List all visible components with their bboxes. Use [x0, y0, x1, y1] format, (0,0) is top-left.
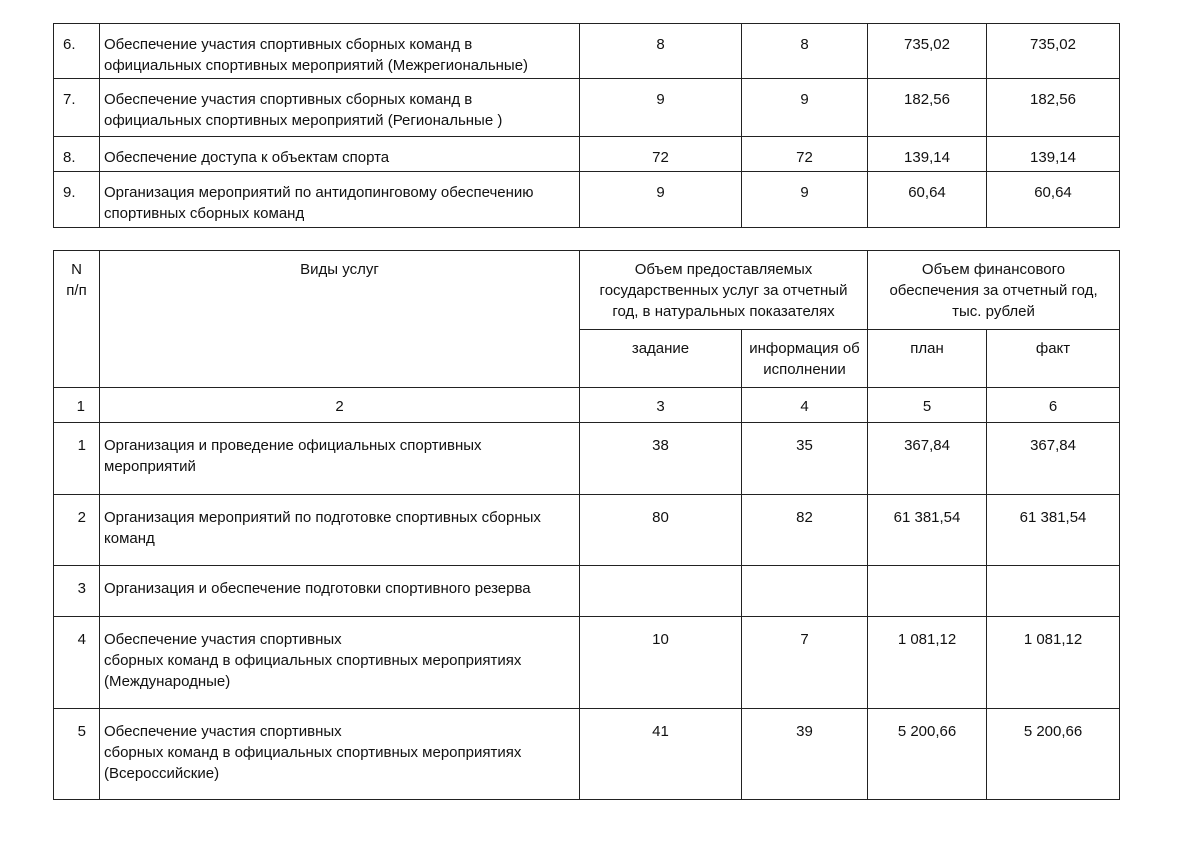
info-value: 9: [742, 172, 868, 228]
table-row: [54, 566, 1120, 617]
fact-value: 1 081,12: [987, 617, 1120, 709]
fact-value: [987, 566, 1120, 617]
header-finance: Объем финансового обеспечения за отчетный год, тыс. рублей: [868, 251, 1120, 330]
table-row: [54, 79, 1120, 137]
index-cell: 2: [100, 388, 580, 423]
table-row: [54, 172, 1120, 228]
row-number: 3: [54, 566, 100, 617]
row-number: 7.: [54, 79, 100, 137]
plan-value: 735,02: [868, 24, 987, 79]
task-value: 10: [580, 617, 742, 709]
fact-value: 139,14: [987, 137, 1120, 172]
fact-value: 367,84: [987, 423, 1120, 495]
info-value: 72: [742, 137, 868, 172]
info-value: 8: [742, 24, 868, 79]
info-value: 39: [742, 709, 868, 800]
services-table: [53, 250, 1120, 800]
table-row: [54, 423, 1120, 495]
table-row: [54, 709, 1120, 800]
row-number: 9.: [54, 172, 100, 228]
task-value: 41: [580, 709, 742, 800]
plan-value: [868, 566, 987, 617]
fact-value: 5 200,66: [987, 709, 1120, 800]
continuation-table: [53, 23, 1120, 228]
index-cell: 4: [742, 388, 868, 423]
plan-value: 139,14: [868, 137, 987, 172]
header-services: Виды услуг: [100, 251, 580, 388]
header-info: информация об исполнении: [742, 330, 868, 388]
fact-value: 60,64: [987, 172, 1120, 228]
header-fact: факт: [987, 330, 1120, 388]
header-plan: план: [868, 330, 987, 388]
row-number: 2: [54, 495, 100, 566]
service-name: Организация и проведение официальных спортивных мероприятий: [100, 423, 580, 495]
service-name: Обеспечение участия спортивных сборных команд в официальных спортивных мероприятиях (Международные): [100, 617, 580, 709]
fact-value: 61 381,54: [987, 495, 1120, 566]
fact-value: 735,02: [987, 24, 1120, 79]
header-task: задание: [580, 330, 742, 388]
plan-value: 5 200,66: [868, 709, 987, 800]
fact-value: 182,56: [987, 79, 1120, 137]
service-name: Обеспечение участия спортивных сборных команд в официальных спортивных мероприятиях (Всероссийские): [100, 709, 580, 800]
index-cell: 5: [868, 388, 987, 423]
plan-value: 182,56: [868, 79, 987, 137]
table-row: [54, 137, 1120, 172]
table-row: [54, 617, 1120, 709]
service-name: Организация мероприятий по антидопинговому обеспечению спортивных сборных команд: [100, 172, 580, 228]
service-name: Обеспечение доступа к объектам спорта: [100, 137, 580, 172]
task-value: [580, 566, 742, 617]
task-value: 80: [580, 495, 742, 566]
task-value: 38: [580, 423, 742, 495]
table-row: [54, 24, 1120, 79]
info-value: 35: [742, 423, 868, 495]
info-value: 7: [742, 617, 868, 709]
row-number: 6.: [54, 24, 100, 79]
info-value: 82: [742, 495, 868, 566]
row-number: 4: [54, 617, 100, 709]
plan-value: 60,64: [868, 172, 987, 228]
header-row: [54, 251, 1120, 330]
service-name: Обеспечение участия спортивных сборных команд в официальных спортивных мероприятий (Региональные ): [100, 79, 580, 137]
service-name: Организация и обеспечение подготовки спортивного резерва: [100, 566, 580, 617]
plan-value: 1 081,12: [868, 617, 987, 709]
service-name: Обеспечение участия спортивных сборных команд в официальных спортивных мероприятий (Межрегиональные): [100, 24, 580, 79]
task-value: 9: [580, 79, 742, 137]
header-volume: Объем предоставляемых государственных услуг за отчетный год, в натуральных показателях: [580, 251, 868, 330]
row-number: 1: [54, 423, 100, 495]
row-number: 5: [54, 709, 100, 800]
service-name: Организация мероприятий по подготовке спортивных сборных команд: [100, 495, 580, 566]
plan-value: 367,84: [868, 423, 987, 495]
info-value: 9: [742, 79, 868, 137]
header-number: N п/п: [54, 251, 100, 388]
task-value: 72: [580, 137, 742, 172]
index-cell: 1: [54, 388, 100, 423]
index-cell: 3: [580, 388, 742, 423]
table-row: [54, 495, 1120, 566]
task-value: 9: [580, 172, 742, 228]
task-value: 8: [580, 24, 742, 79]
info-value: [742, 566, 868, 617]
index-row: [54, 388, 1120, 423]
plan-value: 61 381,54: [868, 495, 987, 566]
index-cell: 6: [987, 388, 1120, 423]
row-number: 8.: [54, 137, 100, 172]
